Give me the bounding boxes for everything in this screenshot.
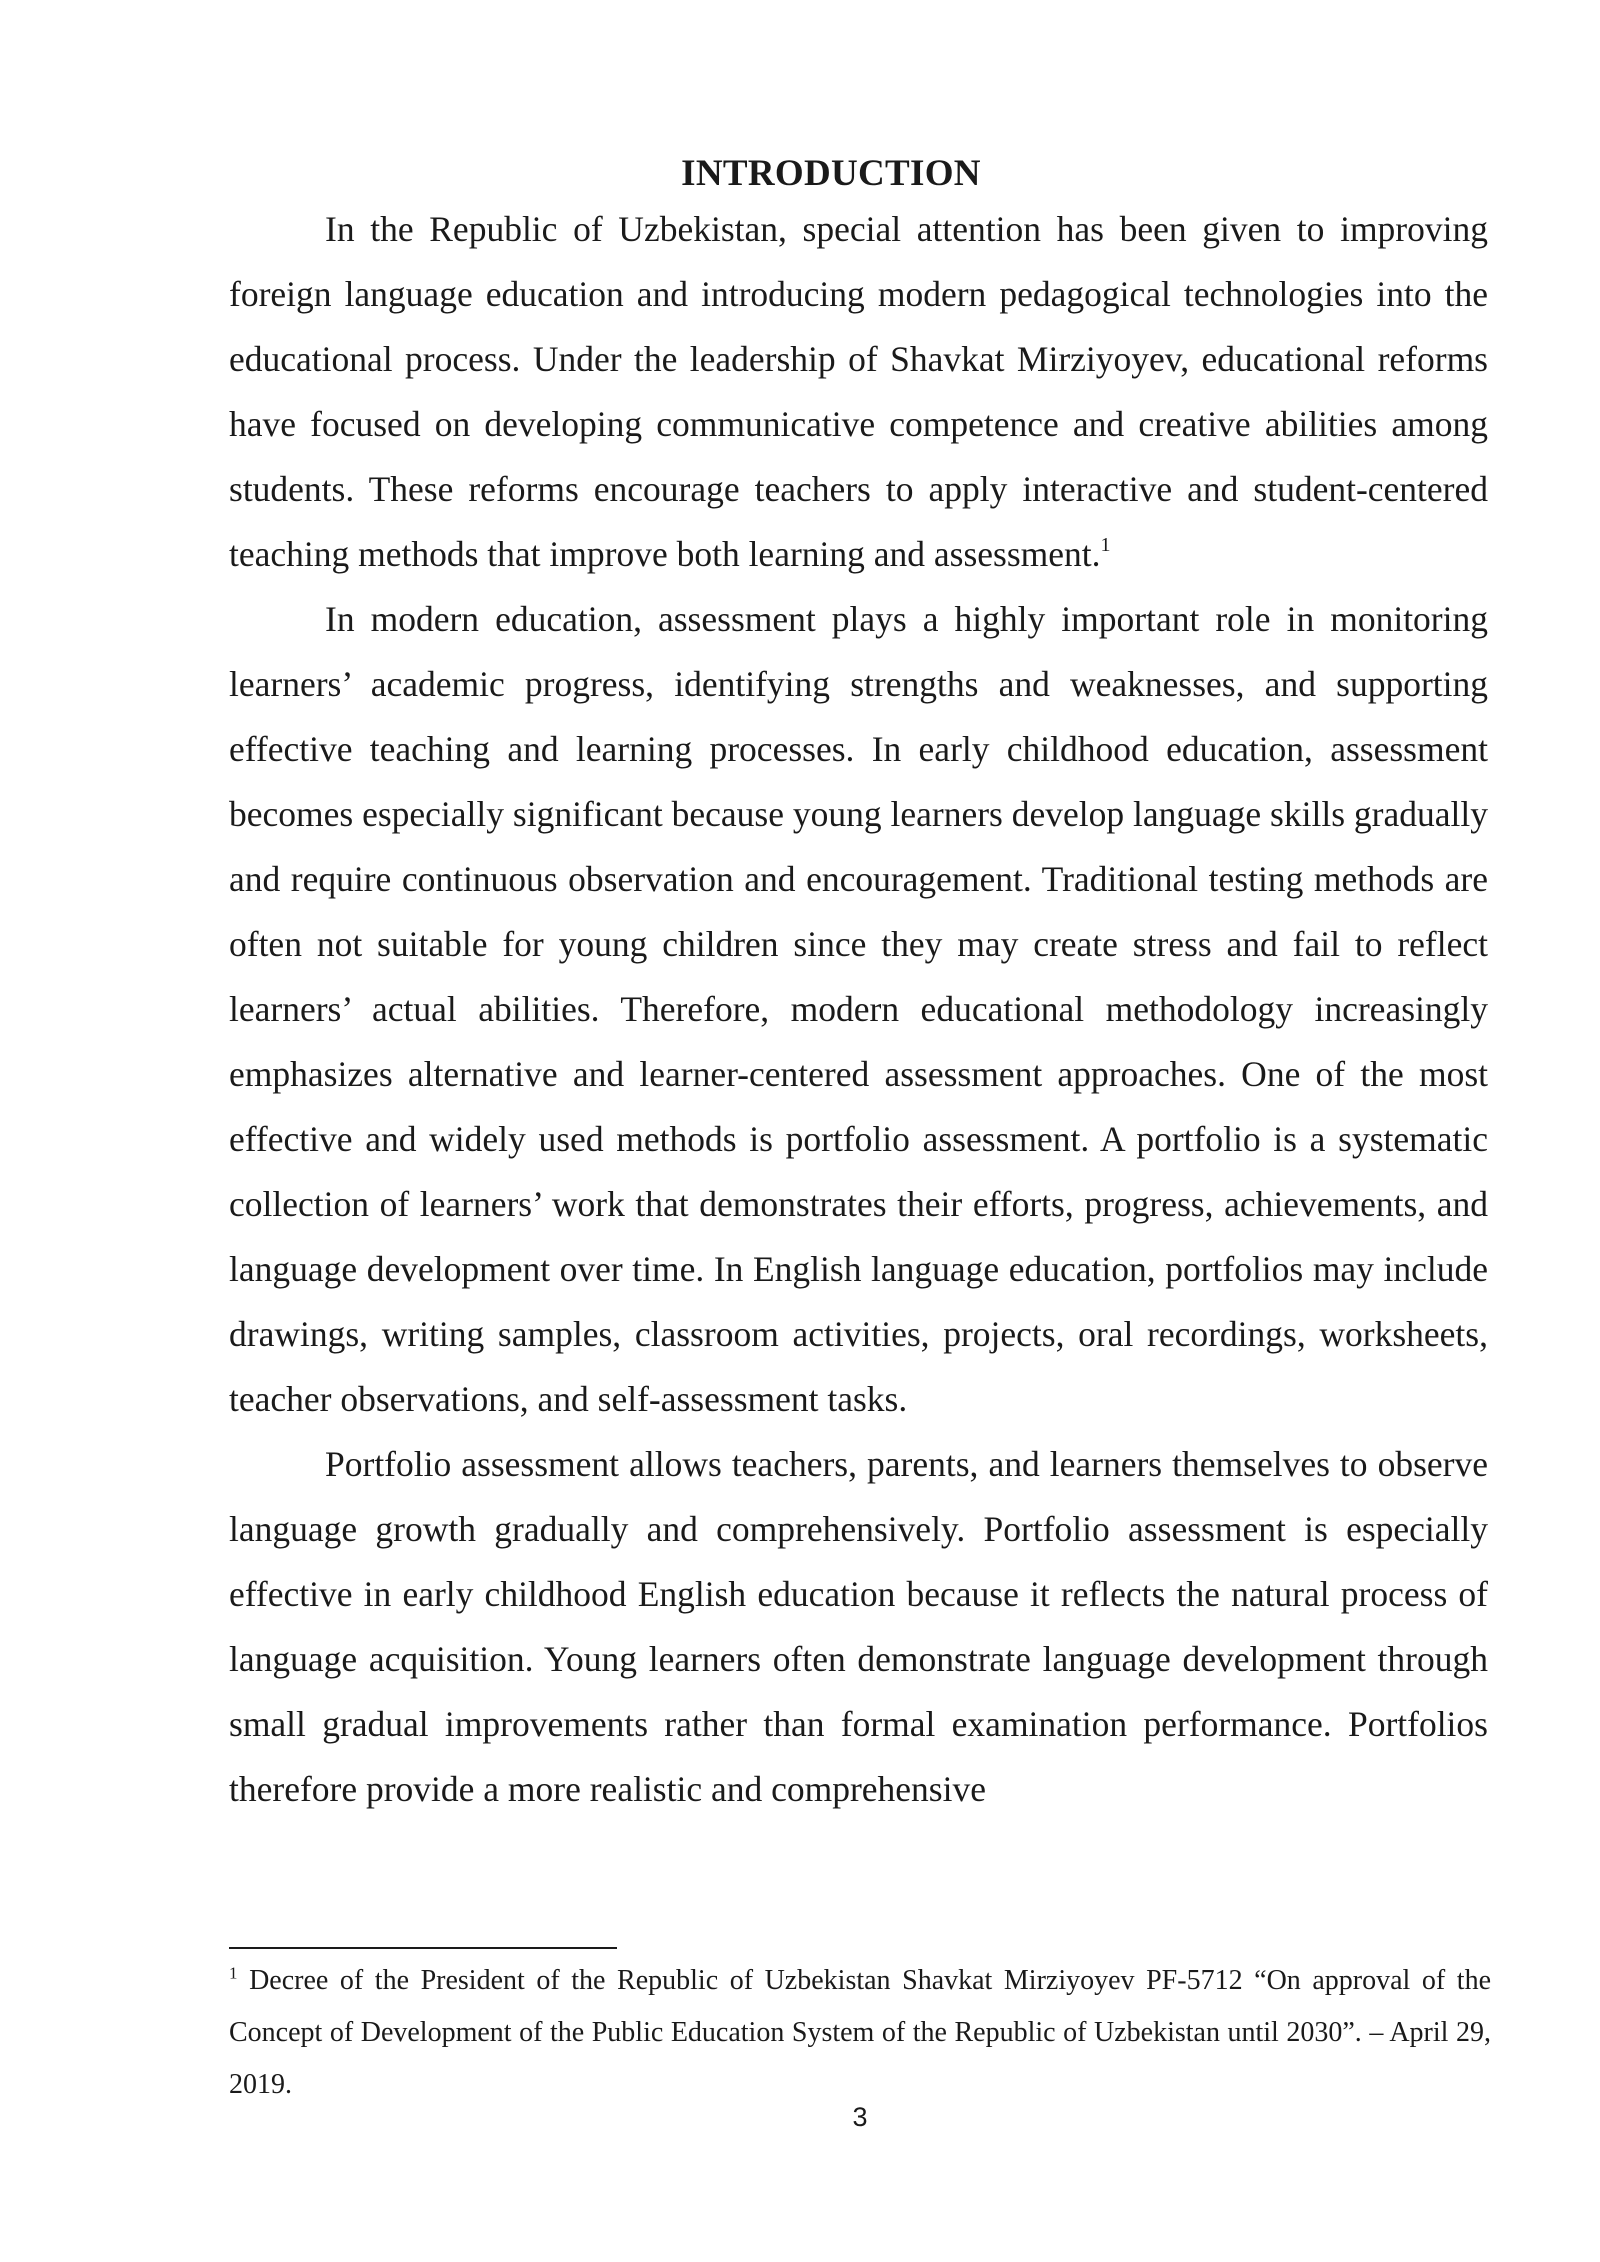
paragraph-1 <box>229 197 1488 587</box>
body-text <box>229 197 1488 1822</box>
footnote-reference[interactable]: 1 <box>1100 534 1111 557</box>
footnote-separator <box>229 1947 617 1949</box>
footnote <box>229 1955 1491 2111</box>
paragraph-1-text: In the Republic of Uzbekistan, special attention has been given to improving foreign language education and introducing modern pedagogical technologies into the educational process. Under the leadership of Shavkat Mirziyoyev, educational reforms have focused on developing communicative competence and creative abilities among students. These reforms encourage teachers to apply interactive and student-centered teaching methods that improve both learning and assessment. <box>229 209 1488 574</box>
footnote-text: Decree of the President of the Republic of Uzbekistan Shavkat Mirziyoyev PF-5712 “On approval of the Concept of Development of the Public Education System of the Republic of Uzbekistan until 2030”. – April 29, 2019. <box>229 1965 1491 2100</box>
paragraph-3: Portfolio assessment allows teachers, parents, and learners themselves to observe language growth gradually and comprehensively. Portfolio assessment is especially effective in early childhood English education because it reflects the natural process of language acquisition. Young learners often demonstrate language development through small gradual improvements rather than formal examination performance. Portfolios therefore provide a more realistic and comprehensive <box>229 1444 1488 1809</box>
footnote-marker: 1 <box>229 1963 238 1983</box>
paragraph-2: In modern education, assessment plays a highly important role in monitoring learners’ academic progress, identifying strengths and weaknesses, and supporting effective teaching and learning processes. In early childhood education, assessment becomes especially significant because young learners develop language skills gradually and require continuous observation and encouragement. Traditional testing methods are often not suitable for young children since they may create stress and fail to reflect learners’ actual abilities. Therefore, modern educational methodology increasingly emphasizes alternative and learner-centered assessment approaches. One of the most effective and widely used methods is portfolio assessment. A portfolio is a systematic collection of learners’ work that demonstrates their efforts, progress, achievements, and language development over time. In English language education, portfolios may include drawings, writing samples, classroom activities, projects, oral recordings, worksheets, teacher observations, and self-assessment tasks. <box>229 599 1488 1419</box>
section-heading: INTRODUCTION <box>681 153 981 194</box>
page-number: 3 <box>852 2102 868 2132</box>
